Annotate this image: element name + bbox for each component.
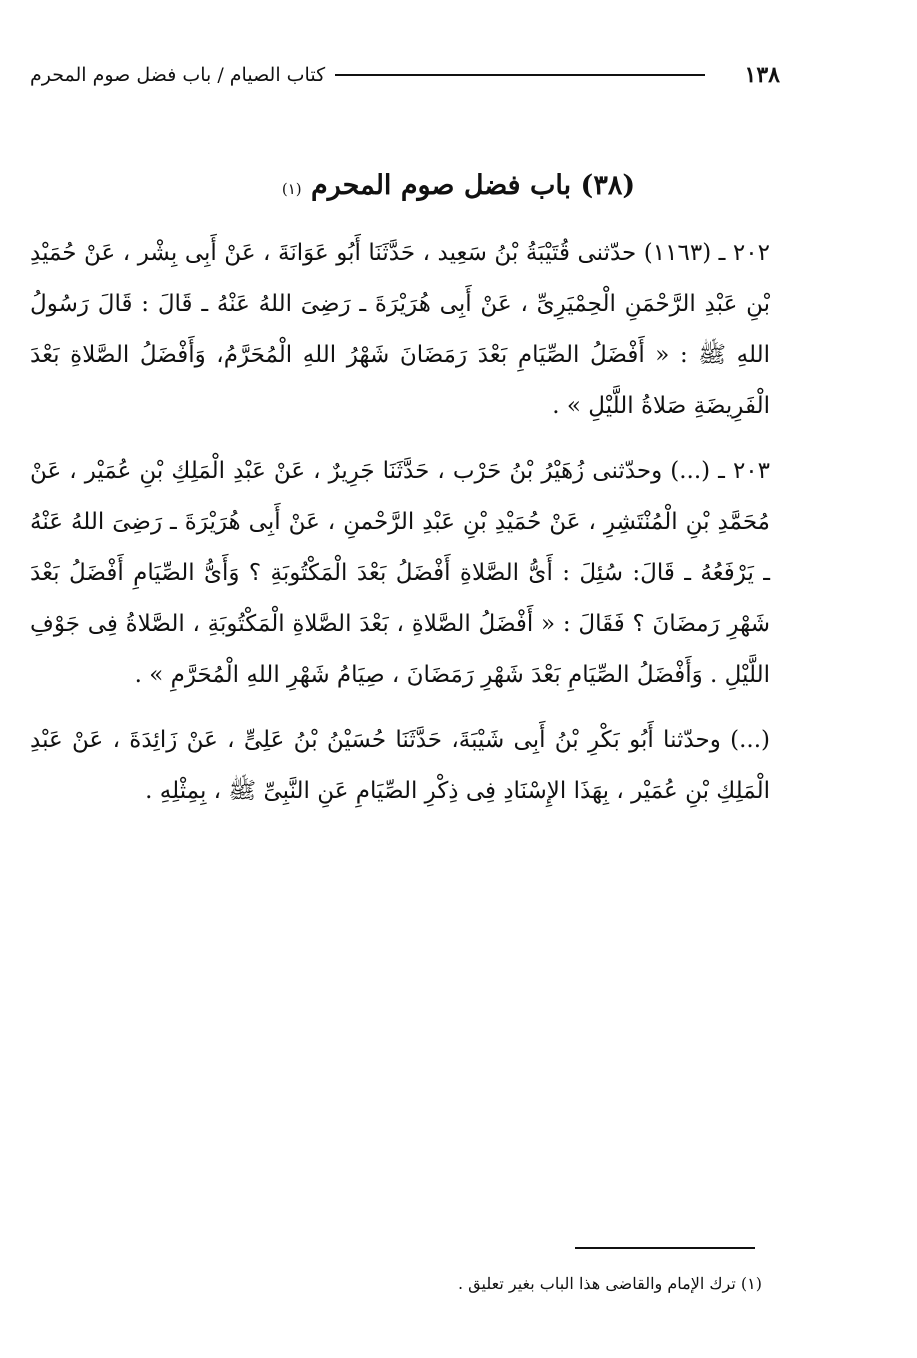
chapter-title [0,170,917,201]
footnote-rule [575,1247,755,1249]
footnote-reference: (١) [281,180,302,198]
hadith-203: ٢٠٣ ـ (...) وحدّثنى زُهَيْرُ بْنُ حَرْب ، حَدَّثَنَا جَرِيرٌ ، عَنْ عَبْدِ الْمَلِكِ بْنِ عُمَيْر ، عَنْ مُحَمَّدِ بْنِ الْمُنْتَشِرِ ، عَنْ حُمَيْدِ بْنِ عَبْدِ الرَّحْمنِ ، عَنْ أَبِى هُرَيْرَةَ ـ رَضِىَ اللهُ عَنْهُ ـ يَرْفَعُهُ ـ قَالَ: سُئِلَ : أَىُّ الصَّلاةِ أَفْضَلُ بَعْدَ الْمَكْتُوبَةِ ؟ وَأَىُّ الصِّيَامِ أَفْضَلُ بَعْدَ شَهْرِ رَمضَانَ ؟ فَقَالَ : « أَفْضَلُ الصَّلاةِ ، بَعْدَ الصَّلاةِ الْمَكْتُوبَةِ ، الصَّلاةُ فِى جَوْفِ اللَّيْلِ . وَأَفْضَلُ الصِّيَامِ بَعْدَ شَهْرِ رَمَضَانَ ، صِيَامُ شَهْرِ اللهِ الْمُحَرَّمِ » . [30,458,770,688]
footnote-1: (١) ترك الإمام والقاضى هذا الباب بغير تعليق . [457,1274,762,1293]
hadith-203-variant: (...) وحدّثنا أَبُو بَكْرِ بْنُ أَبِى شَيْبَةَ، حَدَّثَنَا حُسَيْنُ بْنُ عَلِىٍّ ، عَنْ زَائِدَةَ ، عَنْ عَبْدِ الْمَلِكِ بْنِ عُمَيْر ، بِهَذَا الإِسْنَادِ فِى ذِكْرِ الصِّيَامِ عَنِ النَّبِىِّ ﷺ ، بِمِثْلِهِ . [30,727,770,804]
running-title: كتاب الصيام / باب فضل صوم المحرم [30,64,326,86]
page-number: ١٣٨ [744,62,780,88]
hadith-202: ٢٠٢ ـ (١١٦٣) حدّثنى قُتَيْبَةُ بْنُ سَعِيد ، حَدَّثَنَا أَبُو عَوَانَةَ ، عَنْ أَبِى بِشْر ، عَنْ حُمَيْدِ بْنِ عَبْدِ الرَّحْمَنِ الْحِمْيَرِىِّ ، عَنْ أَبِى هُرَيْرَةَ ـ رَضِىَ اللهُ عَنْهُ ـ قَالَ : قَالَ رَسُولُ اللهِ ﷺ : « أَفْضَلُ الصِّيَامِ بَعْدَ رَمَضَانَ شَهْرُ اللهِ الْمُحَرَّمُ، وَأَفْضَلُ الصَّلاةِ بَعْدَ الْفَرِيضَةِ صَلاةُ اللَّيْلِ » . [30,240,770,419]
header-rule [335,74,704,76]
running-header [30,60,780,90]
chapter-title-text: (٣٨) باب فضل صوم المحرم [311,170,636,201]
hadith-text [30,228,770,817]
